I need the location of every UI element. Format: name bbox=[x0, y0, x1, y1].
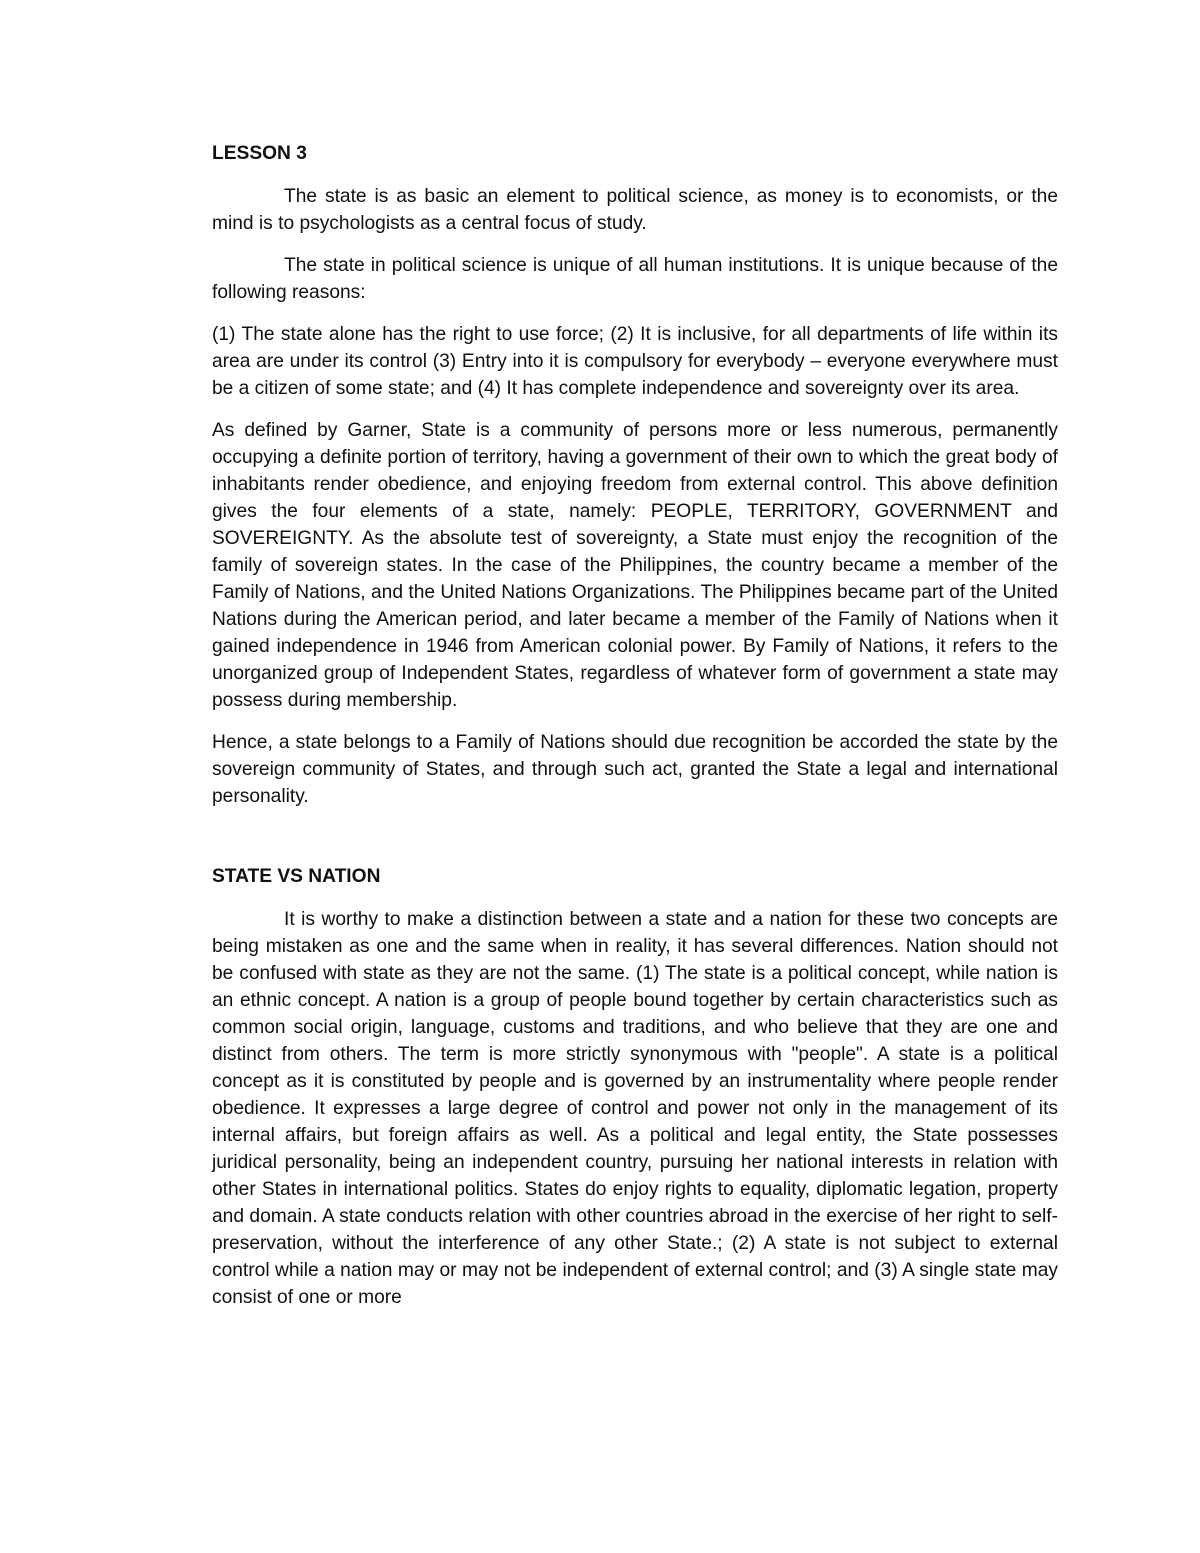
paragraph-garner-definition: As defined by Garner, State is a community of persons more or less numerous, permanently occupying a definite portion of territory, having a government of their own to which the great body of inhabitants render obedience, and enjoying freedom from external control. This above definition gives the four elements of a state, namely: PEOPLE, TERRITORY, GOVERNMENT and SOVEREIGNTY. As the absolute test of sovereignty, a State must enjoy the recognition of the family of sovereign states. In the case of the Philippines, the country became a member of the Family of Nations, and the United Nations Organizations. The Philippines became part of the United Nations during the American period, and later became a member of the Family of Nations when it gained independence in 1946 from American colonial power. By Family of Nations, it refers to the unorganized group of Independent States, regardless of whatever form of government a state may possess during membership. bbox=[212, 420, 1058, 711]
document-page bbox=[212, 140, 1058, 1311]
paragraph-reasons: (1) The state alone has the right to use force; (2) It is inclusive, for all departments of life within its area are under its control (3) Entry into it is compulsory for everybody – everyone everywhere must be a citizen of some state; and (4) It has complete independence and sovereignty over its area. bbox=[212, 324, 1058, 399]
paragraph-unique: The state in political science is unique of all human institutions. It is unique because of the following reasons: bbox=[212, 255, 1058, 303]
paragraph-intro: The state is as basic an element to political science, as money is to economists, or the mind is to psychologists as a central focus of study. bbox=[212, 186, 1058, 234]
lesson-title: LESSON 3 bbox=[212, 143, 307, 164]
paragraph-recognition: Hence, a state belongs to a Family of Nations should due recognition be accorded the state by the sovereign community of States, and through such act, granted the State a legal and international personality. bbox=[212, 732, 1058, 807]
section-title: STATE VS NATION bbox=[212, 866, 381, 887]
paragraph-state-vs-nation: It is worthy to make a distinction between a state and a nation for these two concepts are being mistaken as one and the same when in reality, it has several differences. Nation should not be confused with state as they are not the same. (1) The state is a political concept, while nation is an ethnic concept. A nation is a group of people bound together by certain characteristics such as common social origin, language, customs and traditions, and who believe that they are one and distinct from others. The term is more strictly synonymous with "people". A state is a political concept as it is constituted by people and is governed by an instrumentality where people render obedience. It expresses a large degree of control and power not only in the management of its internal affairs, but foreign affairs as well. As a political and legal entity, the State possesses juridical personality, being an independent country, pursuing her national interests in relation with other States in international politics. States do enjoy rights to equality, diplomatic legation, property and domain. A state conducts relation with other countries abroad in the exercise of her right to self-preservation, without the interference of any other State.; (2) A state is not subject to external control while a nation may or may not be independent of external control; and (3) A single state may consist of one or more bbox=[212, 909, 1058, 1308]
